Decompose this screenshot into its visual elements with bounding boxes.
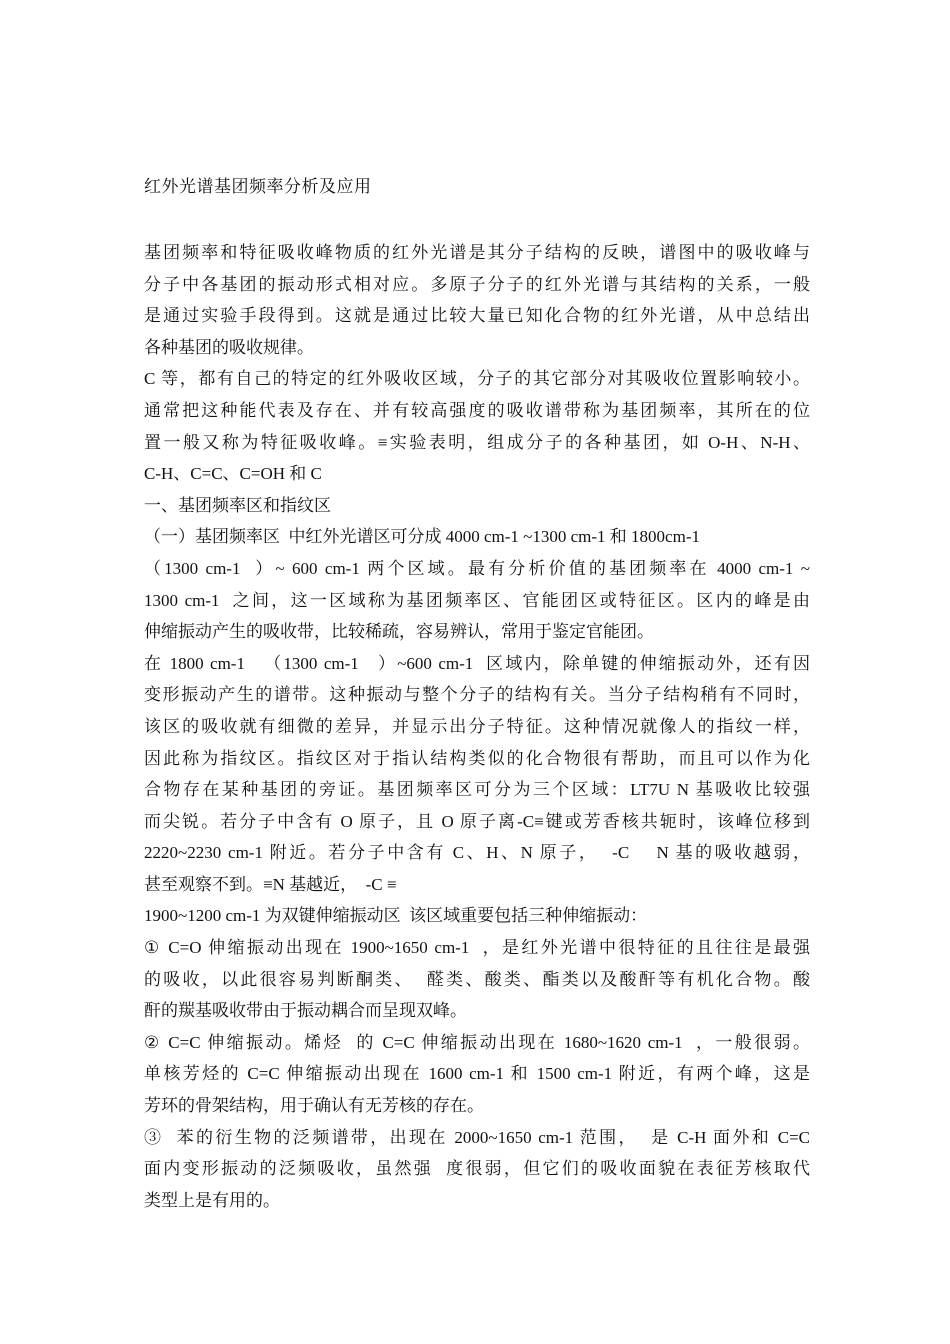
document-page (144, 172, 810, 1216)
text-line: 一、基团频率区和指纹区 (144, 495, 331, 515)
text-line: 合物存在某种基团的旁证。基团频率区可分为三个区域：LT7U N 基吸收比较强 (144, 780, 810, 800)
text-line: 置一般又称为特征吸收峰。≡实验表明，组成分子的各种基团，如 O-H、N-H、 (144, 432, 810, 452)
text-line: 面内变形振动的泛频吸收，虽然强 度很弱，但它们的吸收面貌在表征芳核取代 (144, 1159, 810, 1179)
text-line: 2220~2230 cm-1 附近。若分子中含有 C、H、N 原子， -C N 基的吸收越弱， (144, 843, 810, 863)
text-line: 单核芳烃的 C=C 伸缩振动出现在 1600 cm-1 和 1500 cm-1 附近，有两个峰，这是 (144, 1064, 810, 1084)
text-line: 的吸收，以此很容易判断酮类、 醛类、酸类、酯类以及酸酐等有机化合物。酸 (144, 969, 810, 989)
text-line: （一）基团频率区 中红外光谱区可分成 4000 cm-1 ~1300 cm-1 和 1800cm-1 (144, 527, 700, 547)
text-line: 因此称为指纹区。指纹区对于指认结构类似的化合物很有帮助，而且可以作为化 (144, 748, 810, 768)
text-line: 是通过实验手段得到。这就是通过比较大量已知化合物的红外光谱，从中总结出 (144, 306, 810, 326)
text-line: 基团频率和特征吸收峰物质的红外光谱是其分子结构的反映，谱图中的吸收峰与 (144, 243, 810, 262)
text-line: 通常把这种能代表及存在、并有较高强度的吸收谱带称为基团频率，其所在的位 (144, 400, 810, 420)
text-line: 分子中各基团的振动形式相对应。多原子分子的红外光谱与其结构的关系，一般 (144, 274, 810, 294)
text-line: 变形振动产生的谱带。这种振动与整个分子的结构有关。当分子结构稍有不同时， (144, 685, 810, 705)
text-line: ② C=C 伸缩振动。烯烃 的 C=C 伸缩振动出现在 1680~1620 cm-1 ，一般很弱。 (144, 1032, 810, 1052)
text-line: 芳环的骨架结构，用于确认有无芳核的存在。 (144, 1096, 484, 1116)
text-line: ③ 苯的衍生物的泛频谱带，出现在 2000~1650 cm-1 范围， 是 C-H 面外和 C=C (144, 1127, 810, 1147)
text-line: 酐的羰基吸收带由于振动耦合而呈现双峰。 (144, 1001, 467, 1021)
document-body (144, 237, 810, 1216)
text-line: C-H、C=C、C=OH 和 C (144, 464, 322, 484)
text-line: 1900~1200 cm-1 为双键伸缩振动区 该区域重要包括三种伸缩振动： (144, 906, 648, 926)
text-line: 各种基团的吸收规律。 (144, 337, 314, 357)
text-line: 甚至观察不到。≡N 基越近， -C ≡ (144, 874, 397, 894)
text-line: 该区的吸收就有细微的差异，并显示出分子特征。这种情况就像人的指纹一样， (144, 716, 810, 736)
text-line: 1300 cm-1 之间，这一区域称为基团频率区、官能团区或特征区。区内的峰是由 (144, 590, 810, 610)
text-line: 类型上是有用的。 (144, 1190, 280, 1210)
text-line: （1300 cm-1 ）~ 600 cm-1 两个区域。最有分析价值的基团频率在 4000 cm-1 ~ (144, 558, 810, 578)
text-line: 在 1800 cm-1 （1300 cm-1 ）~600 cm-1 区域内，除单键的伸缩振动外，还有因 (144, 653, 810, 673)
text-line: ① C=O 伸缩振动出现在 1900~1650 cm-1 ，是红外光谱中很特征的且往往是最强 (144, 938, 810, 958)
document-title: 红外光谱基团频率分析及应用 (144, 177, 372, 196)
text-line: C 等，都有自己的特定的红外吸收区域，分子的其它部分对其吸收位置影响较小。 (144, 369, 810, 389)
text-line: 伸缩振动产生的吸收带，比较稀疏，容易辨认，常用于鉴定官能团。 (144, 622, 654, 642)
text-line: 而尖锐。若分子中含有 O 原子，且 O 原子离-C≡键或芳香核共轭时，该峰位移到 (144, 811, 810, 831)
